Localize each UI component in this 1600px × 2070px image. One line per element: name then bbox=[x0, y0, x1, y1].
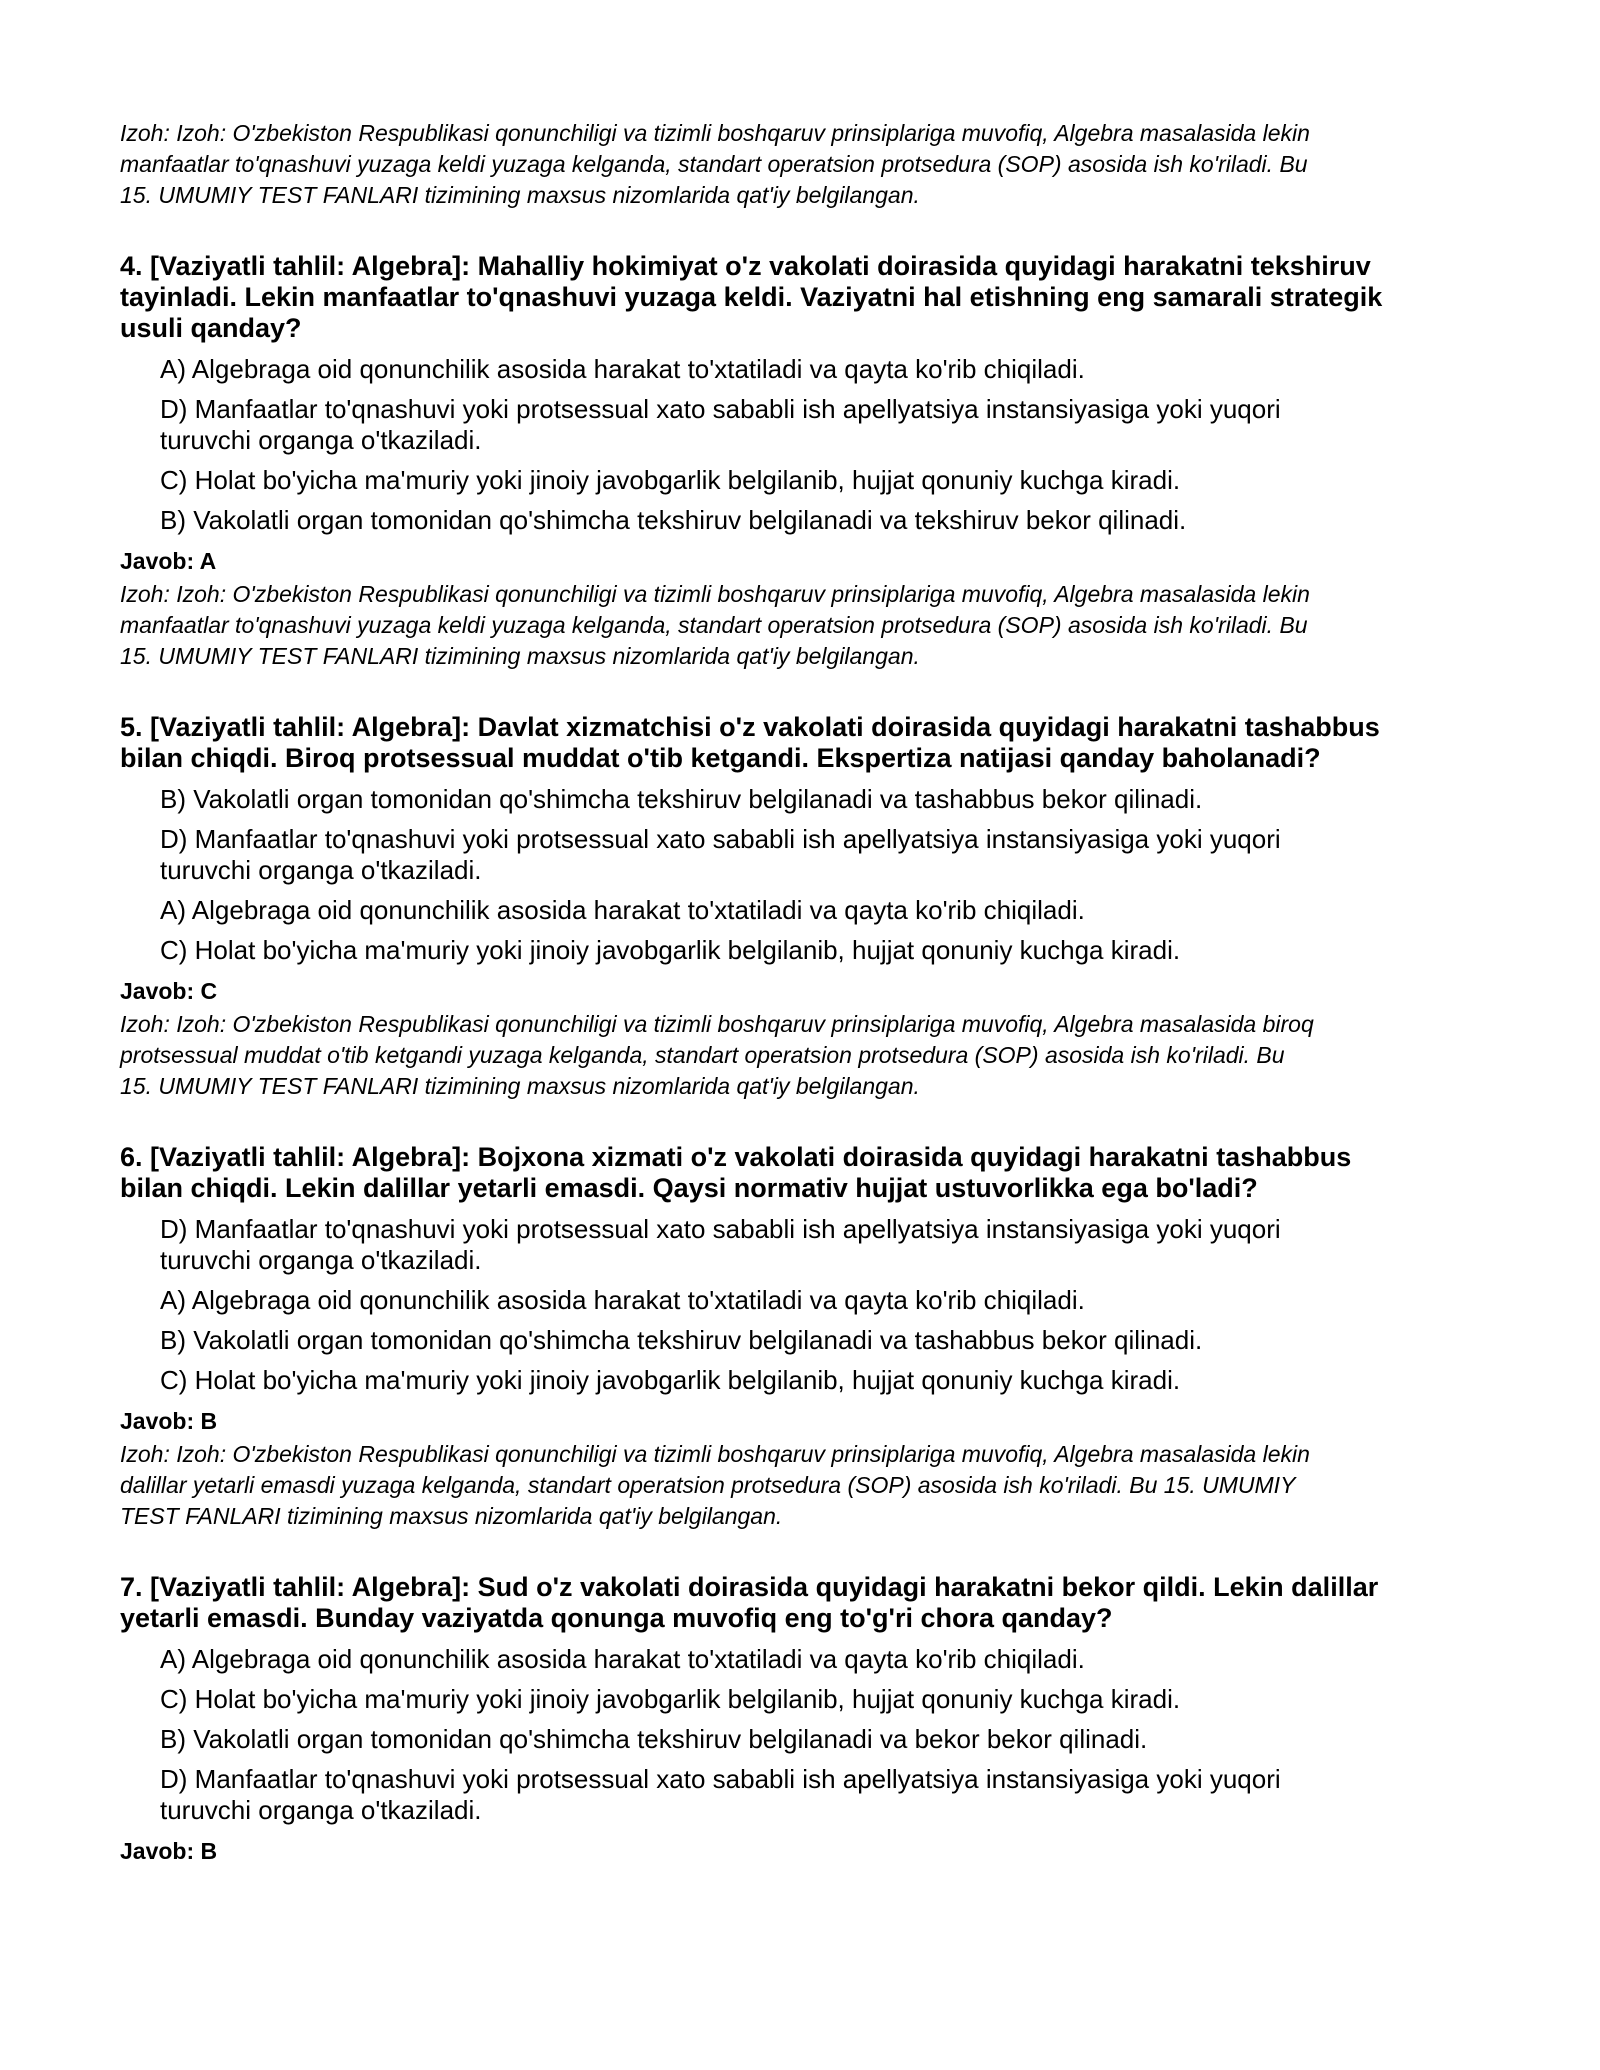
option-item: C) Holat bo'yicha ma'muriy yoki jinoiy javobgarlik belgilanib, hujjat qonuniy kuchga kiradi. bbox=[160, 1684, 1181, 1714]
question-text: 5. [Vaziyatli tahlil: Algebra]: Davlat xizmatchisi o'z vakolati doirasida quyidagi harakatni tashabbus bilan chiqdi. Biroq protsessual muddat o'tib ketgandi. Ekspertiza natijasi qanday baholanadi? bbox=[120, 712, 1380, 773]
explanation-note: Izoh: Izoh: O'zbekiston Respublikasi qonunchiligi va tizimli boshqaruv prinsiplariga muvofiq, Algebra masalasida lekin manfaatlar to'qnashuvi yuzaga keldi yuzaga kelganda, standart operatsion protsedura (SOP) asosida ish ko'riladi. Bu 15. UMUMIY TEST FANLARI tizimining maxsus nizomlarida qat'iy belgilangan. bbox=[120, 120, 1310, 208]
option-item: B) Vakolatli organ tomonidan qo'shimcha tekshiruv belgilanadi va tashabbus bekor qilinadi. bbox=[160, 1325, 1203, 1355]
option-item: D) Manfaatlar to'qnashuvi yoki protsessual xato sababli ish apellyatsiya instansiyasiga yoki yuqori turuvchi organga o'tkaziladi. bbox=[160, 394, 1281, 455]
question-block bbox=[120, 1142, 1490, 1532]
explanation-note: Izoh: Izoh: O'zbekiston Respublikasi qonunchiligi va tizimli boshqaruv prinsiplariga muvofiq, Algebra masalasida lekin dalillar yetarli emasdi yuzaga kelganda, standart operatsion protsedura (SOP) asosida ish ko'riladi. Bu 15. UMUMIY TEST FANLARI tizimining maxsus nizomlarida qat'iy belgilangan. bbox=[120, 1441, 1310, 1529]
question-block bbox=[120, 1572, 1490, 1866]
option-item: A) Algebraga oid qonunchilik asosida harakat to'xtatiladi va qayta ko'rib chiqiladi. bbox=[160, 1644, 1085, 1674]
option-item: B) Vakolatli organ tomonidan qo'shimcha tekshiruv belgilanadi va tashabbus bekor qilinadi. bbox=[160, 784, 1203, 814]
options-list bbox=[120, 1644, 1490, 1826]
options-list bbox=[120, 784, 1490, 966]
answer-label: Javob: B bbox=[120, 1838, 218, 1864]
options-list bbox=[120, 354, 1490, 536]
option-item: D) Manfaatlar to'qnashuvi yoki protsessual xato sababli ish apellyatsiya instansiyasiga yoki yuqori turuvchi organga o'tkaziladi. bbox=[160, 1764, 1281, 1825]
question-text: 7. [Vaziyatli tahlil: Algebra]: Sud o'z vakolati doirasida quyidagi harakatni bekor qildi. Lekin dalillar yetarli emasdi. Bunday vaziyatda qonunga muvofiq eng to'g'ri chora qanday? bbox=[120, 1572, 1379, 1633]
option-item: B) Vakolatli organ tomonidan qo'shimcha tekshiruv belgilanadi va bekor bekor qilinadi. bbox=[160, 1724, 1148, 1754]
option-item: A) Algebraga oid qonunchilik asosida harakat to'xtatiladi va qayta ko'rib chiqiladi. bbox=[160, 1285, 1085, 1315]
explanation-note: Izoh: Izoh: O'zbekiston Respublikasi qonunchiligi va tizimli boshqaruv prinsiplariga muvofiq, Algebra masalasida biroq protsessual muddat o'tib ketgandi yuzaga kelganda, standart operatsion protsedura (SOP) asosida ish ko'riladi. Bu 15. UMUMIY TEST FANLARI tizimining maxsus nizomlarida qat'iy belgilangan. bbox=[120, 1011, 1314, 1099]
option-item: A) Algebraga oid qonunchilik asosida harakat to'xtatiladi va qayta ko'rib chiqiladi. bbox=[160, 354, 1085, 384]
question-text: 6. [Vaziyatli tahlil: Algebra]: Bojxona xizmati o'z vakolati doirasida quyidagi harakatni tashabbus bilan chiqdi. Lekin dalillar yetarli emasdi. Qaysi normativ hujjat ustuvorlikka ega bo'ladi? bbox=[120, 1142, 1352, 1203]
option-item: D) Manfaatlar to'qnashuvi yoki protsessual xato sababli ish apellyatsiya instansiyasiga yoki yuqori turuvchi organga o'tkaziladi. bbox=[160, 824, 1281, 885]
answer-label: Javob: B bbox=[120, 1408, 218, 1434]
explanation-note: Izoh: Izoh: O'zbekiston Respublikasi qonunchiligi va tizimli boshqaruv prinsiplariga muvofiq, Algebra masalasida lekin manfaatlar to'qnashuvi yuzaga keldi yuzaga kelganda, standart operatsion protsedura (SOP) asosida ish ko'riladi. Bu 15. UMUMIY TEST FANLARI tizimining maxsus nizomlarida qat'iy belgilangan. bbox=[120, 581, 1310, 669]
question-block bbox=[120, 251, 1490, 672]
option-item: C) Holat bo'yicha ma'muriy yoki jinoiy javobgarlik belgilanib, hujjat qonuniy kuchga kiradi. bbox=[160, 1365, 1181, 1395]
option-item: D) Manfaatlar to'qnashuvi yoki protsessual xato sababli ish apellyatsiya instansiyasiga yoki yuqori turuvchi organga o'tkaziladi. bbox=[160, 1214, 1281, 1275]
option-item: B) Vakolatli organ tomonidan qo'shimcha tekshiruv belgilanadi va tekshiruv bekor qilinadi. bbox=[160, 505, 1187, 535]
question-block bbox=[120, 712, 1490, 1102]
option-item: A) Algebraga oid qonunchilik asosida harakat to'xtatiladi va qayta ko'rib chiqiladi. bbox=[160, 895, 1085, 925]
option-item: C) Holat bo'yicha ma'muriy yoki jinoiy javobgarlik belgilanib, hujjat qonuniy kuchga kiradi. bbox=[160, 935, 1181, 965]
options-list bbox=[120, 1214, 1490, 1396]
question-text: 4. [Vaziyatli tahlil: Algebra]: Mahalliy hokimiyat o'z vakolati doirasida quyidagi harakatni tekshiruv tayinladi. Lekin manfaatlar to'qnashuvi yuzaga keldi. Vaziyatni hal etishning eng samarali strategik usuli qanday? bbox=[120, 251, 1383, 343]
answer-label: Javob: A bbox=[120, 548, 217, 574]
option-item: C) Holat bo'yicha ma'muriy yoki jinoiy javobgarlik belgilanib, hujjat qonuniy kuchga kiradi. bbox=[160, 465, 1181, 495]
answer-label: Javob: C bbox=[120, 978, 218, 1004]
